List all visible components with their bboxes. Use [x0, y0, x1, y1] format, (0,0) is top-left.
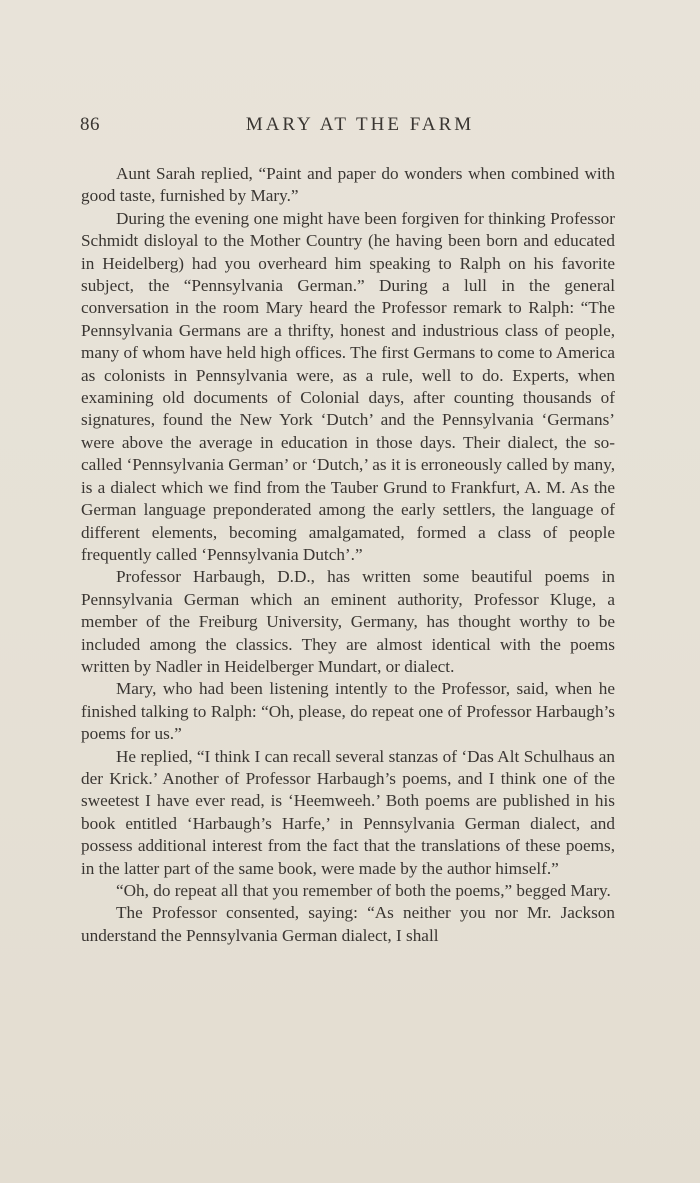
paragraph: Aunt Sarah replied, “Paint and paper do wonders when combined with good taste, furnished by Mary.” [81, 164, 615, 206]
paragraph: “Oh, do repeat all that you remember of both the poems,” begged Mary. [116, 881, 611, 900]
page-header [80, 114, 620, 142]
paragraph: He replied, “I think I can recall several stanzas of ‘Das Alt Schulhaus an der Krick.’ Another of Professor Harbaugh’s poems, and I think one of the sweetest I have ever read, is ‘Heemweeh.’ Both poems are published in his book entitled ‘Harbaugh’s Harfe,’ in Pennsylvania German dialect, and possess additional interest from the fact that the translations of these poems, in the latter part of the same book, were made by the author himself.” [81, 746, 615, 878]
body-text [81, 163, 615, 947]
page-number: 86 [80, 114, 100, 135]
paragraph: Professor Harbaugh, D.D., has written some beautiful poems in Pennsylvania German which an eminent authority, Professor Kluge, a member of the Freiburg University, Germany, has thought worthy to be included among the classics. They are almost identical with the poems written by Nadler in Heidelberger Mundart, or dialect. [81, 567, 615, 676]
running-title: MARY AT THE FARM [245, 114, 475, 135]
paragraph: Mary, who had been listening intently to the Professor, said, when he finished talking to Ralph: “Oh, please, do repeat one of Professor Harbaugh’s poems for us.” [81, 679, 615, 744]
paragraph: The Professor consented, saying: “As neither you nor Mr. Jackson understand the Pennsylvania German dialect, I shall [81, 903, 615, 945]
paragraph: During the evening one might have been forgiven for thinking Professor Schmidt disloyal to the Mother Country (he having been born and educated in Heidelberg) had you overheard him speaking to Ralph on his favorite subject, the “Pennsylvania German.” During a lull in the general conversation in the room Mary heard the Professor remark to Ralph: “The Pennsylvania Germans are a thrifty, honest and industrious class of people, many of whom have held high offices. The first Germans to come to America as colonists in Pennsylvania were, as a rule, well to do. Experts, when examining old documents of Colonial days, after counting thousands of signatures, found the New York ‘Dutch’ and the Pennsylvania ‘Germans’ were above the average in education in those days. Their dialect, the so-called ‘Pennsylvania German’ or ‘Dutch,’ as it is erroneously called by many, is a dialect which we find from the Tauber Grund to Frankfurt, A. M. As the German language preponderated among the early settlers, the language of different elements, becoming amalgamated, formed a class of people frequently called ‘Pennsylvania Dutch’.” [81, 208, 615, 564]
